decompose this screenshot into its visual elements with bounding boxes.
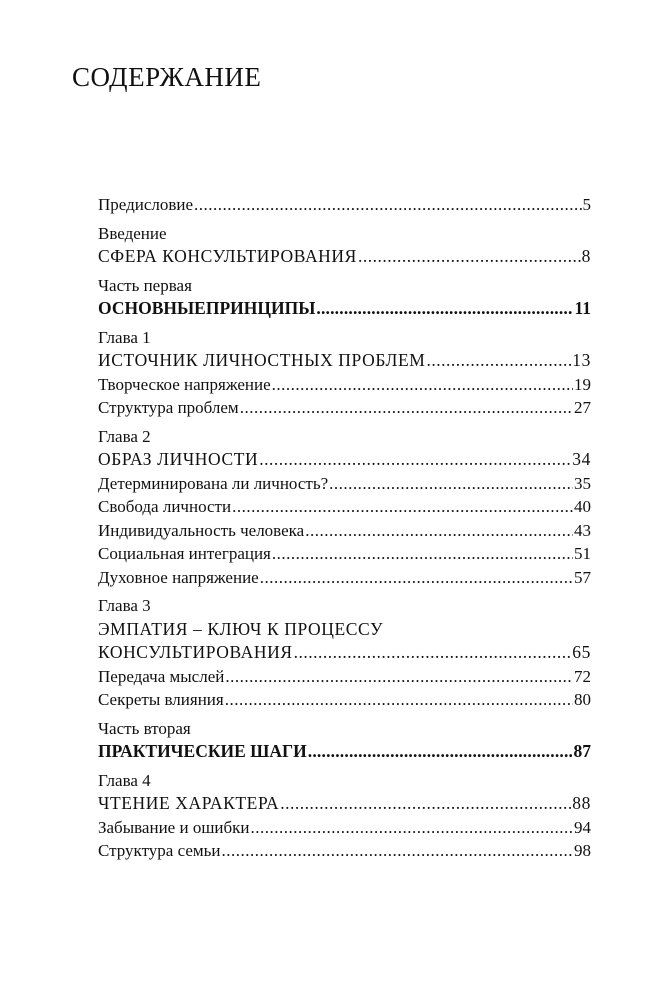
toc-leader-dots: [221, 839, 573, 863]
toc-page-number: 43: [574, 520, 591, 540]
toc-leader-dots: [240, 396, 573, 420]
toc-leader-dots: [294, 641, 572, 665]
toc-entry-practical-steps[interactable]: [98, 740, 591, 764]
toc-leader-dots: [259, 448, 571, 472]
toc-entry-title: Индивидуальность человека: [98, 520, 305, 540]
toc-leader-dots: [358, 245, 581, 269]
toc-entry[interactable]: [98, 373, 591, 397]
toc-leader-dots: [194, 193, 581, 217]
toc-page-number: 40: [574, 497, 591, 516]
toc-entry-title: Социальная интеграция: [98, 544, 271, 563]
toc-entry-title: Забывание и ошибки: [98, 817, 250, 837]
toc-leader-dots: [225, 665, 573, 689]
toc-page-number: 72: [574, 666, 591, 686]
toc-entry[interactable]: [98, 349, 591, 373]
toc-entry[interactable]: [98, 641, 591, 665]
toc-entry-title: Предисловие: [98, 195, 194, 214]
toc-chapter-label: Глава 1: [98, 327, 151, 347]
toc-page-number: 34: [572, 449, 591, 469]
toc-entry-basic-principles[interactable]: [98, 297, 591, 321]
toc-leader-dots: [251, 816, 573, 840]
toc-page-number: 65: [572, 642, 591, 662]
toc-leader-dots: [272, 542, 573, 566]
table-of-contents: [98, 193, 591, 868]
toc-page-number: 88: [572, 793, 591, 813]
toc-page-number: 11: [574, 298, 591, 318]
toc-entry-title: Передача мыслей: [98, 666, 225, 686]
toc-entry-title: Свобода личности: [98, 497, 232, 516]
toc-page-number: 35: [574, 473, 591, 493]
toc-entry-title: Структура проблем: [98, 398, 239, 417]
toc-group-chapter1: [98, 326, 591, 420]
toc-entry[interactable]: [98, 542, 591, 566]
toc-entry-preface[interactable]: [98, 193, 591, 217]
toc-leader-dots: [280, 792, 571, 816]
toc-page-number: 80: [574, 690, 591, 709]
toc-entry-title: Детерминирована ли личность?: [98, 473, 329, 493]
toc-entry[interactable]: [98, 472, 591, 496]
toc-entry[interactable]: [98, 448, 591, 472]
toc-entry[interactable]: [98, 816, 591, 840]
toc-page-number: 94: [574, 817, 591, 837]
toc-entry-title-line[interactable]: ЭМПАТИЯ – КЛЮЧ К ПРОЦЕССУ: [98, 618, 384, 639]
toc-section-label: Введение: [98, 223, 167, 243]
toc-page-number: 27: [574, 398, 591, 417]
toc-leader-dots: [225, 688, 573, 712]
toc-page-number: 51: [574, 544, 591, 563]
toc-section-label: Часть вторая: [98, 718, 191, 738]
toc-entry[interactable]: [98, 566, 591, 590]
toc-leader-dots: [272, 373, 573, 397]
toc-group-part1: [98, 274, 591, 321]
toc-group-chapter3: [98, 594, 591, 712]
toc-entry-title: Духовное напряжение: [98, 567, 259, 587]
page-title: СОДЕРЖАНИЕ: [72, 62, 262, 92]
toc-leader-dots: [232, 495, 573, 519]
toc-entry-title: Секреты влияния: [98, 690, 224, 709]
toc-entry[interactable]: [98, 792, 591, 816]
toc-group-preface: [98, 193, 591, 217]
toc-chapter-label: Глава 4: [98, 770, 151, 790]
toc-entry[interactable]: [98, 688, 591, 712]
toc-page-number: 57: [574, 567, 591, 587]
toc-entry-title: ЧТЕНИЕ ХАРАКТЕРА: [98, 793, 280, 813]
toc-page-number: 98: [574, 841, 591, 860]
toc-chapter-label: Глава 3: [98, 596, 151, 615]
toc-group-chapter2: [98, 425, 591, 590]
toc-entry[interactable]: [98, 839, 591, 863]
toc-leader-dots: [260, 566, 573, 590]
toc-entry-title: ИСТОЧНИК ЛИЧНОСТНЫХ ПРОБЛЕМ: [98, 350, 426, 370]
toc-entry[interactable]: [98, 665, 591, 689]
toc-page-number: 19: [574, 374, 591, 394]
toc-entry-title: ПРАКТИЧЕСКИЕ ШАГИ: [98, 741, 307, 761]
toc-entry[interactable]: [98, 495, 591, 519]
toc-leader-dots: [316, 297, 573, 321]
toc-entry[interactable]: [98, 396, 591, 420]
toc-page-number: 13: [572, 350, 591, 370]
toc-entry-consulting-sphere[interactable]: [98, 245, 591, 269]
toc-leader-dots: [305, 519, 573, 543]
toc-entry-title: КОНСУЛЬТИРОВАНИЯ: [98, 642, 293, 662]
toc-leader-dots: [426, 349, 571, 373]
toc-entry-title: ОБРАЗ ЛИЧНОСТИ: [98, 449, 259, 469]
toc-leader-dots: [308, 740, 573, 764]
toc-page-number: 5: [582, 195, 591, 214]
toc-chapter-label: Глава 2: [98, 426, 151, 446]
toc-group-intro: [98, 222, 591, 269]
toc-leader-dots: [329, 472, 573, 496]
toc-group-part2: [98, 717, 591, 764]
toc-group-chapter4: [98, 769, 591, 863]
toc-entry[interactable]: [98, 519, 591, 543]
toc-entry-title: Структура семьи: [98, 841, 221, 860]
toc-page-number: 8: [581, 246, 591, 266]
toc-entry-title: СФЕРА КОНСУЛЬТИРОВАНИЯ: [98, 246, 357, 266]
toc-section-label: Часть первая: [98, 275, 192, 295]
toc-page-number: 87: [573, 741, 591, 761]
toc-entry-title: Творческое напряжение: [98, 374, 271, 394]
toc-entry-title: ОСНОВНЫЕПРИНЦИПЫ: [98, 298, 316, 318]
